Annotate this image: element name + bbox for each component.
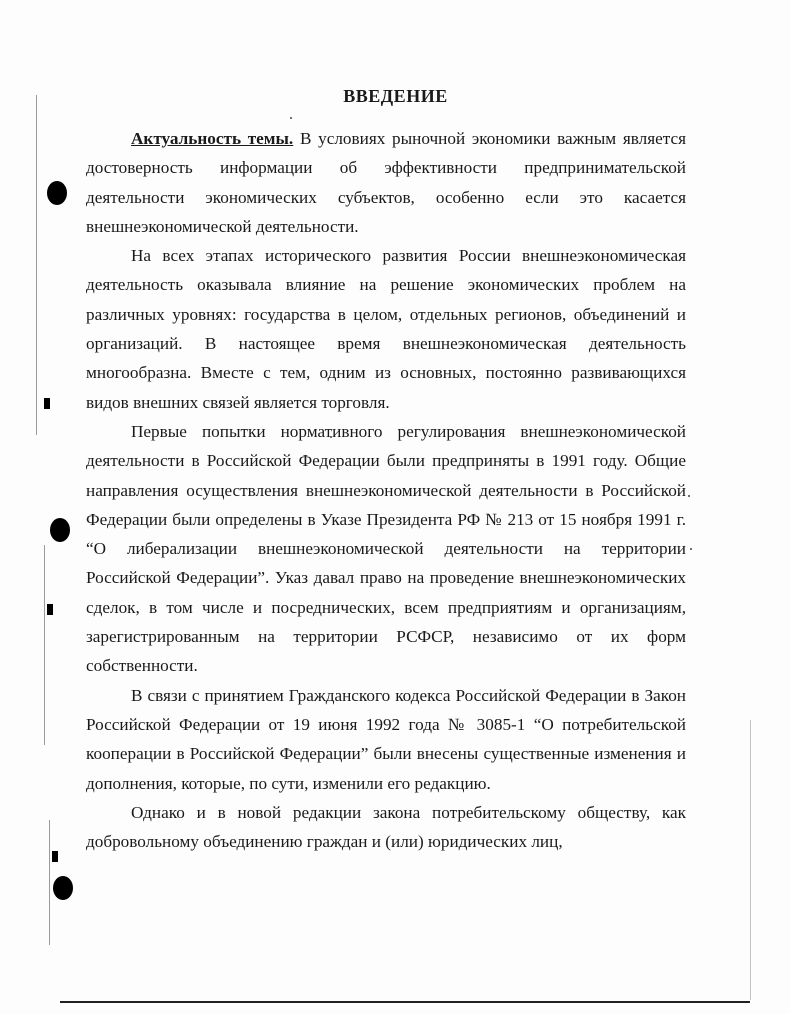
scan-margin-line [36,95,37,435]
scan-speck [690,548,692,550]
scan-margin-line [44,545,45,745]
scan-speck [290,117,292,119]
binder-hole [50,518,70,542]
paragraph-lead: Актуальность темы. [131,129,294,148]
page-bottom-rule [60,1001,750,1003]
paragraph: В связи с принятием Гражданского кодекса Российской Федерации в Закон Российской Федерации от 19 июня 1992 года № 3085-1 “О потребительской кооперации в Российской Федерации” были внесены существенные изменения и дополнения, которые, по сути, изменили его редакцию. [86,685,686,793]
binder-mark [52,851,58,862]
binder-hole [53,876,73,900]
scan-margin-line [750,720,751,1000]
body-text [86,124,686,856]
paragraph-text: В условиях рыночной экономики важным является достоверность информации об эффективности предпринимательской деятельности экономических субъектов, особенно если это касается внешнеэкономической деятельности. [86,129,686,236]
paragraph: Первые попытки нормативного регулирования внешнеэкономической деятельности в Российской Федерации были предприняты в 1991 году. Общие направления осуществления внешнеэкономической деятельности в Российской Федерации были определены в Указе Президента РФ № 213 от 15 ноября 1991 г. “О либерализации внешнеэкономической деятельности на территории Российской Федерации”. Указ давал право на проведение внешнеэкономических сделок, в том числе и посреднических, всем предприятиям и организациям, зарегистрированным на территории РСФСР, независимо от их форм собственности. [86,421,686,676]
binder-hole [47,181,67,205]
paragraph [86,124,686,241]
paragraph: Однако и в новой редакции закона потребительскому обществу, как добровольному объединению граждан и (или) юридических лиц, [86,802,686,852]
binder-mark [44,398,50,409]
paragraph: На всех этапах исторического развития России внешнеэкономическая деятельность оказывала влияние на решение экономических проблем на различных уровнях: государства в целом, отдельных регионов, объединений и организаций. В настоящее время внешнеэкономическая деятельность многообразна. Вместе с тем, одним из основных, постоянно развивающихся видов внешних связей является торговля. [86,246,686,412]
page-title: ВВЕДЕНИЕ [343,86,448,106]
scan-speck [688,495,690,497]
scan-margin-line [49,820,50,945]
binder-mark [47,604,53,615]
